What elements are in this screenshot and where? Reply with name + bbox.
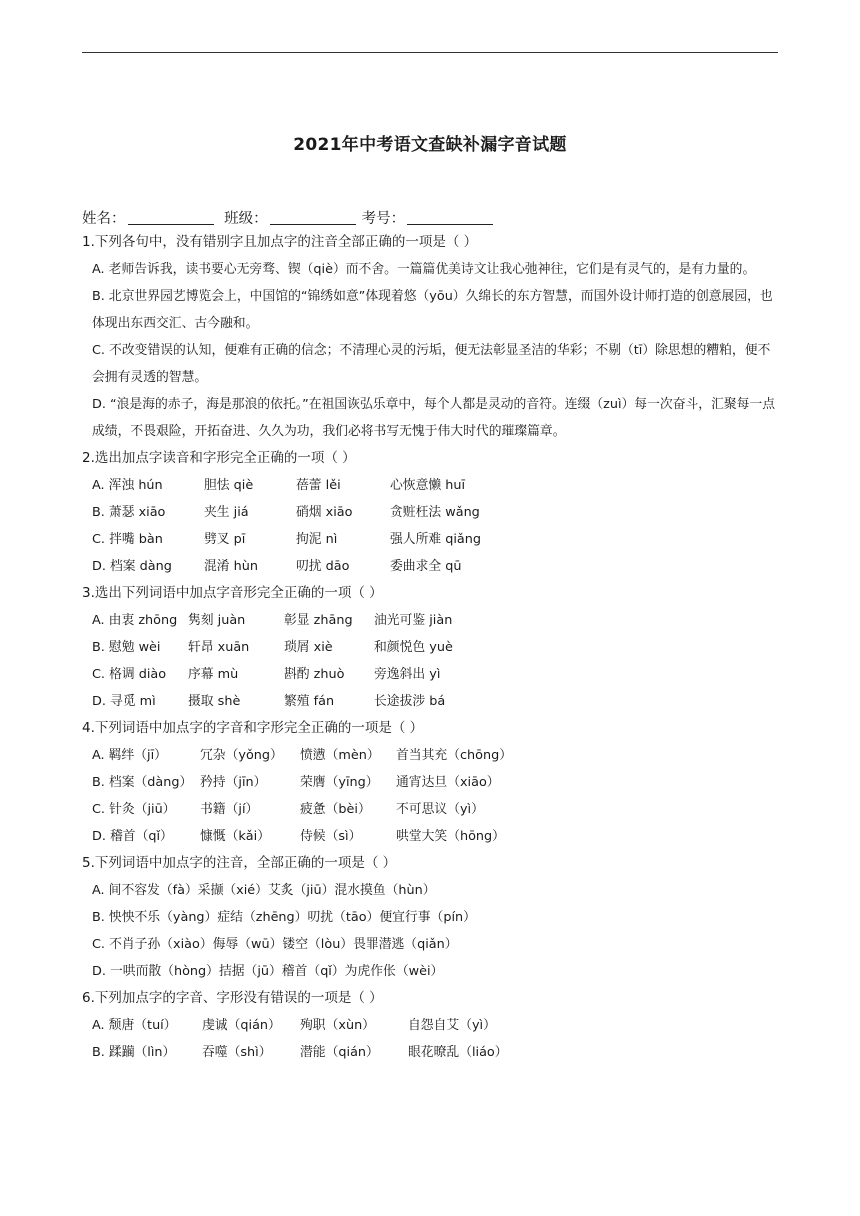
option-b[interactable]: B. 怏怏不乐（yàng）症结（zhēng）叨扰（tāo）便宜行事（pín） [92, 910, 476, 925]
option-a[interactable] [82, 472, 782, 499]
student-info-line [82, 207, 499, 228]
option-c[interactable] [82, 796, 782, 823]
class-label: 班级： [224, 211, 268, 227]
option-c[interactable] [82, 526, 782, 553]
word-item: 油光可鉴 jiàn [374, 613, 453, 628]
word-item: 冗杂（yǒng） [200, 748, 283, 763]
word-item: A. 颓唐（tuí） [92, 1018, 177, 1033]
word-item: 疲惫（bèi） [300, 802, 371, 817]
question-stem: 1.下列各句中，没有错别字且加点字的注音全部正确的一项是（ ） [82, 234, 478, 250]
word-item: A. 羁绊（jī） [92, 748, 167, 763]
word-item: 混淆 hùn [204, 559, 258, 574]
word-item: 琐屑 xiè [284, 640, 333, 655]
word-item: C. 针灸（jiū） [92, 802, 176, 817]
word-item: 矜持（jīn） [200, 775, 267, 790]
word-item: 繁殖 fán [284, 694, 335, 709]
word-item: 劈叉 pī [204, 532, 246, 547]
option-d[interactable] [82, 553, 782, 580]
word-item: 摄取 shè [188, 694, 241, 709]
word-item: B. 档案（dàng） [92, 775, 193, 790]
option-d[interactable]: D. “浪是海的赤子，海是那浪的依托。”在祖国诙弘乐章中，每个人都是灵动的音符。连缀（zuì）每一次奋斗，汇聚每一点成绩，不畏艰险，开拓奋进、久久为功，我们必将书写无愧于伟大时代的璀璨篇章。 [92, 397, 776, 439]
word-item: 殉职（xùn） [300, 1018, 375, 1033]
name-label: 姓名： [82, 211, 126, 227]
question-5 [82, 850, 782, 985]
option-a[interactable] [82, 742, 782, 769]
word-item: 荣膺（yīng） [300, 775, 379, 790]
word-item: 愤懑（mèn） [300, 748, 380, 763]
exam-no-label: 考号： [361, 211, 406, 227]
word-item: 首当其充（chōng） [396, 748, 512, 763]
word-item: 彰显 zhāng [284, 613, 353, 628]
word-item: B. 萧瑟 xiāo [92, 505, 166, 520]
question-stem: 5.下列词语中加点字的注音，全部正确的一项是（ ） [82, 855, 397, 871]
word-item: 轩昂 xuān [188, 640, 250, 655]
word-item: 强人所难 qiǎng [390, 532, 482, 547]
option-c[interactable] [82, 661, 782, 688]
word-item: 哄堂大笑（hōng） [396, 829, 505, 844]
word-item: 通宵达旦（xiāo） [396, 775, 500, 790]
option-b[interactable] [82, 499, 782, 526]
exam-no-blank[interactable] [407, 210, 493, 225]
question-2 [82, 445, 782, 580]
header-rule [82, 52, 778, 53]
document-title: 2021年中考语文查缺补漏字音试题 [293, 135, 567, 155]
question-1 [82, 229, 782, 445]
word-item: 隽刻 juàn [188, 613, 246, 628]
option-a[interactable]: A. 老师告诉我，读书要心无旁骛、锲（qiè）而不舍。一篇篇优美诗文让我心弛神往，它们是有灵气的，是有力量的。 [92, 262, 756, 277]
word-item: 拘泥 nì [296, 532, 338, 547]
question-stem: 2.选出加点字读音和字形完全正确的一项（ ） [82, 450, 356, 466]
word-item: 蓓蕾 lěi [296, 478, 341, 493]
word-item: 慷慨（kǎi） [200, 829, 270, 844]
question-3 [82, 580, 782, 715]
word-item: 夹生 jiá [204, 505, 249, 520]
word-item: 潜能（qián） [300, 1045, 379, 1060]
word-item: 叨扰 dāo [296, 559, 350, 574]
word-item: 贪赃枉法 wǎng [390, 505, 480, 520]
word-item: 序幕 mù [188, 667, 239, 682]
word-item: 斟酌 zhuò [284, 667, 345, 682]
word-item: D. 稽首（qǐ） [92, 829, 173, 844]
option-a[interactable]: A. 间不容发（fà）采撷（xié）艾炙（jiū）混水摸鱼（hùn） [92, 883, 436, 898]
word-item: C. 拌嘴 bàn [92, 532, 163, 547]
word-item: 长途拔涉 bá [374, 694, 446, 709]
word-item: 心恢意懒 huī [390, 478, 466, 493]
class-blank[interactable] [270, 210, 356, 225]
word-item: B. 蹂躏（lìn） [92, 1045, 176, 1060]
question-stem: 6.下列加点字的字音、字形没有错误的一项是（ ） [82, 990, 383, 1006]
option-a[interactable] [82, 607, 782, 634]
word-item: C. 格调 diào [92, 667, 167, 682]
option-d[interactable]: D. 一哄而散（hòng）拮据（jū）稽首（qǐ）为虎作伥（wèi） [92, 964, 444, 979]
word-item: 胆怯 qiè [204, 478, 254, 493]
question-stem: 3.选出下列词语中加点字音形完全正确的一项（ ） [82, 585, 383, 601]
option-d[interactable] [82, 823, 782, 850]
word-item: 吞噬（shì） [202, 1045, 272, 1060]
word-item: 书籍（jí） [200, 802, 259, 817]
word-item: B. 慰勉 wèi [92, 640, 161, 655]
word-item: 不可思议（yì） [396, 802, 484, 817]
question-stem: 4.下列词语中加点字的字音和字形完全正确的一项是（ ） [82, 720, 424, 736]
option-a[interactable] [82, 1012, 782, 1039]
word-item: 侍候（sì） [300, 829, 362, 844]
option-b[interactable] [82, 1039, 782, 1066]
question-6 [82, 985, 782, 1066]
word-item: A. 由衷 zhōng [92, 613, 178, 628]
question-4 [82, 715, 782, 850]
word-item: 硝烟 xiāo [296, 505, 353, 520]
word-item: D. 档案 dàng [92, 559, 172, 574]
word-item: 旁逸斜出 yì [374, 667, 441, 682]
word-item: 自怨自艾（yì） [408, 1018, 496, 1033]
word-item: A. 浑浊 hún [92, 478, 163, 493]
question-list [82, 229, 782, 1066]
word-item: D. 寻觅 mì [92, 694, 156, 709]
option-b[interactable]: B. 北京世界园艺博览会上，中国馆的“锦绣如意”体现着悠（yōu）久绵长的东方智慧，而国外设计师打造的创意展园，也体现出东西交汇、古今融和。 [92, 289, 773, 331]
name-blank[interactable] [128, 210, 214, 225]
option-d[interactable] [82, 688, 782, 715]
option-c[interactable]: C. 不改变错误的认知，便难有正确的信念；不清理心灵的污垢，便无法彰显圣洁的华彩；不剔（tī）除思想的糟粕，便不会拥有灵透的智慧。 [92, 343, 771, 385]
word-item: 委曲求全 qū [390, 559, 462, 574]
option-b[interactable] [82, 769, 782, 796]
word-item: 眼花暸乱（liáo） [408, 1045, 508, 1060]
option-c[interactable]: C. 不肖子孙（xiào）侮辱（wū）镂空（lòu）畏罪潜逃（qiǎn） [92, 937, 458, 952]
option-b[interactable] [82, 634, 782, 661]
word-item: 虔诚（qián） [202, 1018, 281, 1033]
word-item: 和颜悦色 yuè [374, 640, 453, 655]
